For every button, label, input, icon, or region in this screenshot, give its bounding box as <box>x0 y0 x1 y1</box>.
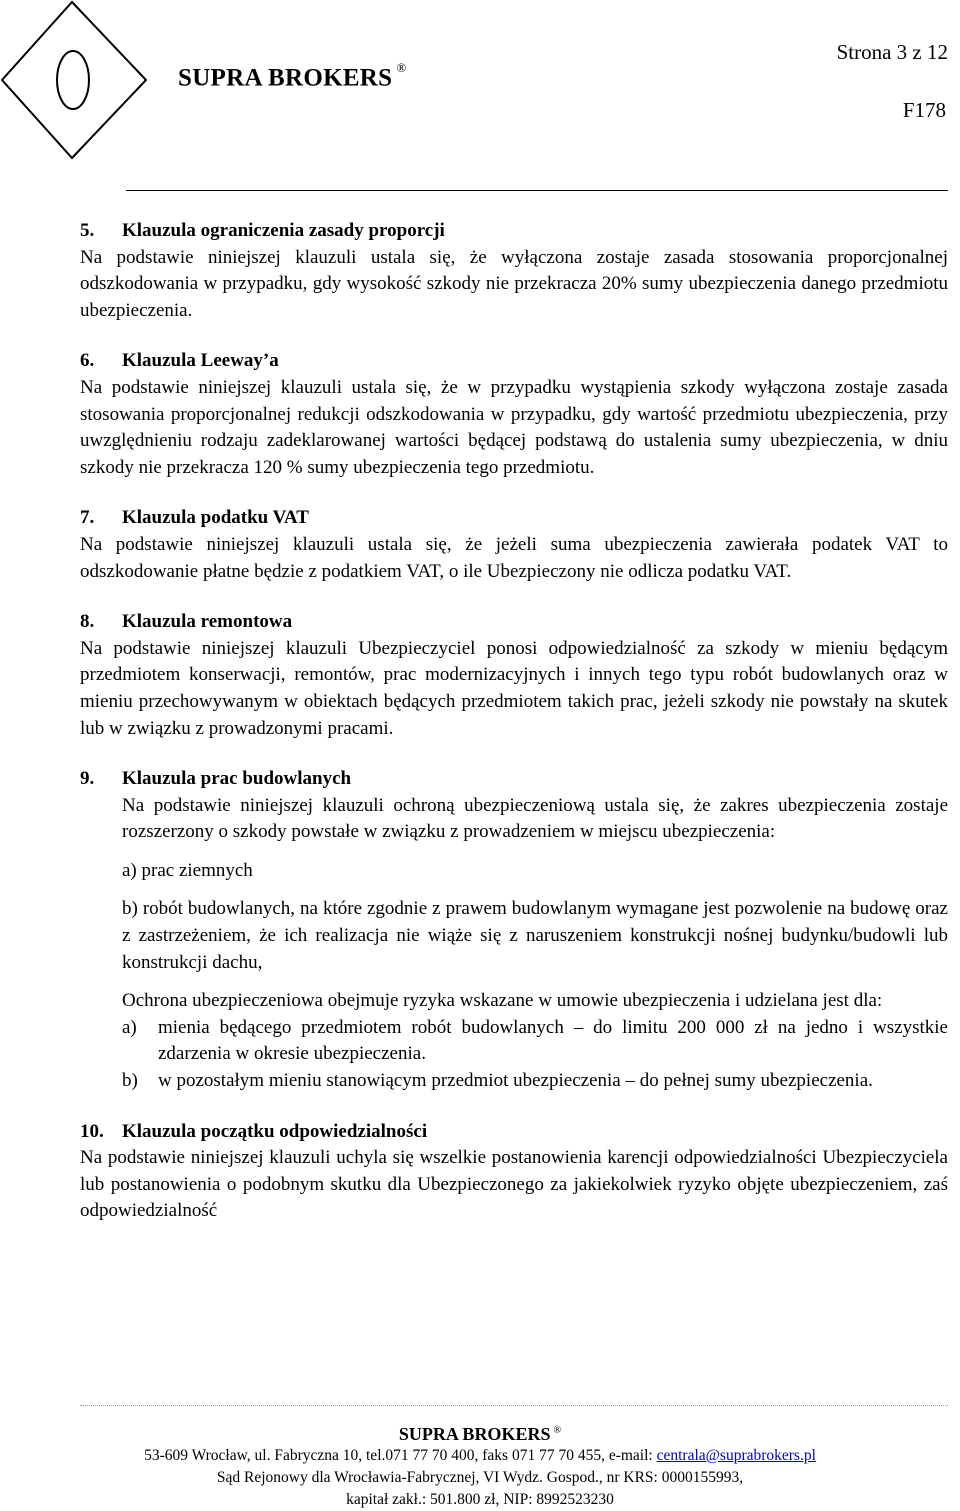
clause-6 <box>80 348 948 481</box>
footer-capital-info: kapitał zakł.: 501.800 zł, NIP: 8992523230 <box>346 1491 614 1508</box>
document-body <box>80 218 948 1249</box>
coverage-limit-item <box>122 1015 948 1068</box>
clause-7 <box>80 505 948 585</box>
company-logo-icon <box>0 0 150 160</box>
clause-number: 10. <box>80 1120 104 1142</box>
list-text: w pozostałym mieniu stanowiącym przedmiot ubezpieczenia – do pełnej sumy ubezpieczenia. <box>158 1070 873 1092</box>
clause-10 <box>80 1119 948 1225</box>
list-marker: b) <box>122 1070 138 1092</box>
header-brand-name: SUPRA BROKERS <box>178 64 393 92</box>
coverage-intro: Ochrona ubezpieczeniowa obejmuje ryzyka wskazane w umowie ubezpieczenia i udzielana jest dla: <box>122 990 883 1012</box>
clause-title: Klauzula Leeway’a <box>122 350 279 372</box>
scope-item-a: a) prac ziemnych <box>122 859 253 881</box>
clause-title: Klauzula ograniczenia zasady proporcji <box>122 220 445 241</box>
clause-8 <box>80 609 948 742</box>
coverage-limit-item <box>122 1068 948 1095</box>
header-divider <box>126 190 948 191</box>
clause-9 <box>80 766 948 1095</box>
clause-heading <box>80 609 948 636</box>
clause-body <box>122 793 948 1095</box>
clause-heading <box>80 505 948 532</box>
clause-text: Na podstawie niniejszej klauzuli uchyla się wszelkie postanowienia karencji odpowiedzialności Ubezpieczyciela lub postanowienia o podobnym skutku dla Ubezpieczonego za jakiekolwiek ryzyko objęte ubezpieczeniem, zaś odpowiedzialność <box>80 1147 948 1222</box>
clause-heading <box>80 766 948 793</box>
footer-registered-mark: ® <box>553 1425 562 1436</box>
footer-address-text: 53-609 Wrocław, ul. Fabryczna 10, tel.071 77 70 400, faks 071 77 70 455, e-mail: <box>144 1447 657 1464</box>
clause-number: 6. <box>80 350 95 372</box>
clause-text: Na podstawie niniejszej klauzuli ustala się, że wyłączona zostaje zasada stosowania proporcjonalnej odszkodowania w przypadku, gdy wysokość szkody nie przekracza 20% sumy ubezpieczenia danego przedmiotu ubezpieczenia. <box>80 246 948 321</box>
clause-5 <box>80 218 948 324</box>
footer-address <box>0 1445 960 1467</box>
page-number: Strona 3 z 12 <box>836 40 948 64</box>
list-text: mienia będącego przedmiotem robót budowlanych – do limitu 200 000 zł na jedno i wszystkie zdarzenia w okresie ubezpieczenia. <box>158 1016 948 1065</box>
clause-number: 9. <box>80 768 95 790</box>
clause-heading <box>80 1119 948 1146</box>
list-marker: a) <box>122 1016 137 1038</box>
page-footer <box>0 1420 960 1511</box>
footer-brand-name: SUPRA BROKERS <box>398 1424 551 1444</box>
clause-text: Na podstawie niniejszej klauzuli Ubezpieczyciel ponosi odpowiedzialność za szkody w mieniu będącym przedmiotem konserwacji, remontów, prac modernizacyjnych i innych tego typu robót budowlanych oraz w mieniu przechowywanym w obiektach będących przedmiotem takich prac, jeżeli szkody nie powstały na skutek lub w związku z prowadzonymi pracami. <box>80 637 948 739</box>
footer-court-info: Sąd Rejonowy dla Wrocławia-Fabrycznej, VI Wydz. Gospod., nr KRS: 0000155993, <box>216 1469 744 1486</box>
clause-text: Na podstawie niniejszej klauzuli ustala się, że w przypadku wystąpienia szkody wyłączona zostaje zasada stosowania proporcjonalnej redukcji odszkodowania w przypadku, gdy wartość przedmiotu ubezpieczenia, przy uwzględnieniu rodzaju zadeklarowanej wartości będącej podstawą do ustalenia sumy ubezpieczenia, w dniu szkody nie przekracza 120 % sumy ubezpieczenia tego przedmiotu. <box>80 376 948 478</box>
clause-title: Klauzula podatku VAT <box>122 507 309 529</box>
header-brand <box>178 60 407 92</box>
clause-heading <box>80 348 948 375</box>
clause-text: Na podstawie niniejszej klauzuli ustala się, że jeżeli suma ubezpieczenia zawierała podatek VAT to odszkodowanie płatne będzie z podatkiem VAT, o ile Ubezpieczony nie odlicza podatku VAT. <box>80 533 948 582</box>
clause-title: Klauzula prac budowlanych <box>122 768 352 790</box>
clause-intro: Na podstawie niniejszej klauzuli ochroną ubezpieczeniową ustala się, że zakres ubezpieczenia zostaje rozszerzony o szkody powstałe w związku z prowadzeniem w miejscu ubezpieczenia: <box>122 794 948 843</box>
clause-number: 8. <box>80 611 95 633</box>
clause-title: Klauzula remontowa <box>122 611 293 633</box>
clause-title: Klauzula początku odpowiedzialności <box>122 1120 428 1142</box>
footer-brand <box>0 1420 960 1445</box>
form-code: F178 <box>902 98 946 122</box>
footer-email-link[interactable]: centrala@suprabrokers.pl <box>656 1447 816 1464</box>
scope-item-b: b) robót budowlanych, na które zgodnie z prawem budowlanym wymagane jest pozwolenie na budowę oraz z zastrzeżeniem, że ich realizacja nie wiąże się z naruszeniem konstrukcji nośnej budynku/budowli lub konstrukcji dachu, <box>122 898 948 973</box>
clause-heading <box>80 218 948 245</box>
registered-mark: ® <box>396 60 407 75</box>
clause-number: 5. <box>80 220 95 241</box>
footer-divider <box>80 1405 948 1406</box>
clause-number: 7. <box>80 507 95 529</box>
